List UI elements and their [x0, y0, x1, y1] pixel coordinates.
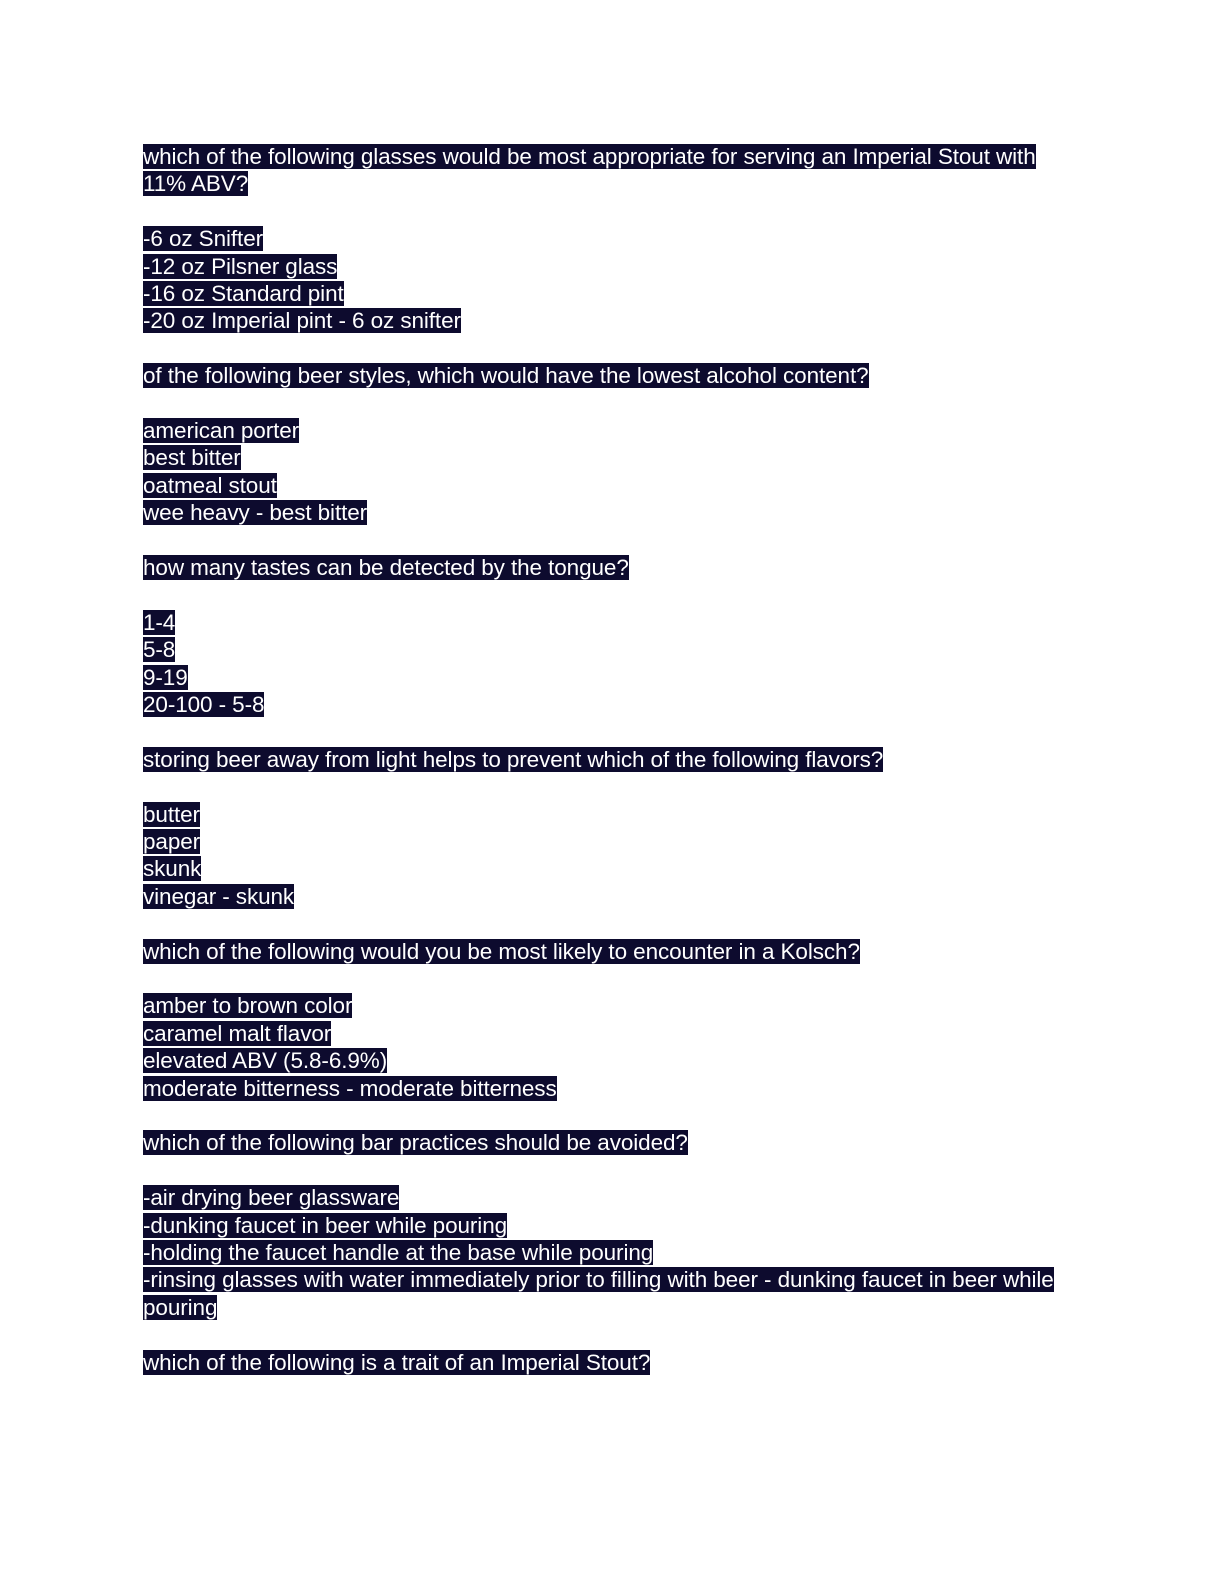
document-page	[143, 143, 1073, 1403]
option-text: amber to brown color	[143, 993, 353, 1019]
question-text: which of the following is a trait of an Imperial Stout?	[143, 1349, 651, 1375]
question-block-5	[143, 938, 1073, 965]
option-text: skunk	[143, 856, 202, 882]
question-text: which of the following bar practices should be avoided?	[143, 1130, 688, 1156]
question-block-3	[143, 554, 1073, 581]
option-text: oatmeal stout	[143, 472, 277, 498]
options-block-2	[143, 417, 1073, 527]
option-text: 1-4	[143, 609, 176, 635]
question-text: how many tastes can be detected by the tongue?	[143, 555, 629, 581]
question-text: which of the following would you be most likely to encounter in a Kolsch?	[143, 938, 860, 964]
question-block-6	[143, 1129, 1073, 1156]
option-text: -rinsing glasses with water immediately prior to filling with beer - dunking faucet in beer while pouring	[143, 1267, 1054, 1320]
options-block-6	[143, 1184, 1073, 1321]
option-text: 20-100 - 5-8	[143, 692, 265, 718]
question-block-2	[143, 362, 1073, 389]
option-text: american porter	[143, 418, 300, 444]
question-block-1	[143, 143, 1073, 198]
options-block-1	[143, 225, 1073, 335]
option-text: -6 oz Snifter	[143, 226, 264, 252]
option-text: -20 oz Imperial pint - 6 oz snifter	[143, 308, 461, 334]
option-text: -12 oz Pilsner glass	[143, 253, 338, 279]
options-block-4	[143, 801, 1073, 911]
option-text: caramel malt flavor	[143, 1020, 332, 1046]
options-block-5	[143, 992, 1073, 1102]
option-text: paper	[143, 829, 201, 855]
option-text: 5-8	[143, 637, 176, 663]
question-text: storing beer away from light helps to prevent which of the following flavors?	[143, 746, 884, 772]
option-text: wee heavy - best bitter	[143, 500, 368, 526]
option-text: 9-19	[143, 664, 188, 690]
options-block-3	[143, 609, 1073, 719]
option-text: -air drying beer glassware	[143, 1185, 400, 1211]
option-text: -holding the faucet handle at the base while pouring	[143, 1240, 654, 1266]
question-text: of the following beer styles, which would have the lowest alcohol content?	[143, 363, 869, 389]
option-text: vinegar - skunk	[143, 883, 295, 909]
option-text: elevated ABV (5.8-6.9%)	[143, 1048, 388, 1074]
option-text: -16 oz Standard pint	[143, 281, 344, 307]
option-text: best bitter	[143, 445, 241, 471]
question-text: which of the following glasses would be most appropriate for serving an Imperial Stout with 11% ABV?	[143, 144, 1036, 197]
question-block-7	[143, 1349, 1073, 1376]
option-text: -dunking faucet in beer while pouring	[143, 1212, 508, 1238]
question-block-4	[143, 746, 1073, 773]
option-text: moderate bitterness - moderate bitterness	[143, 1075, 557, 1101]
option-text: butter	[143, 801, 200, 827]
